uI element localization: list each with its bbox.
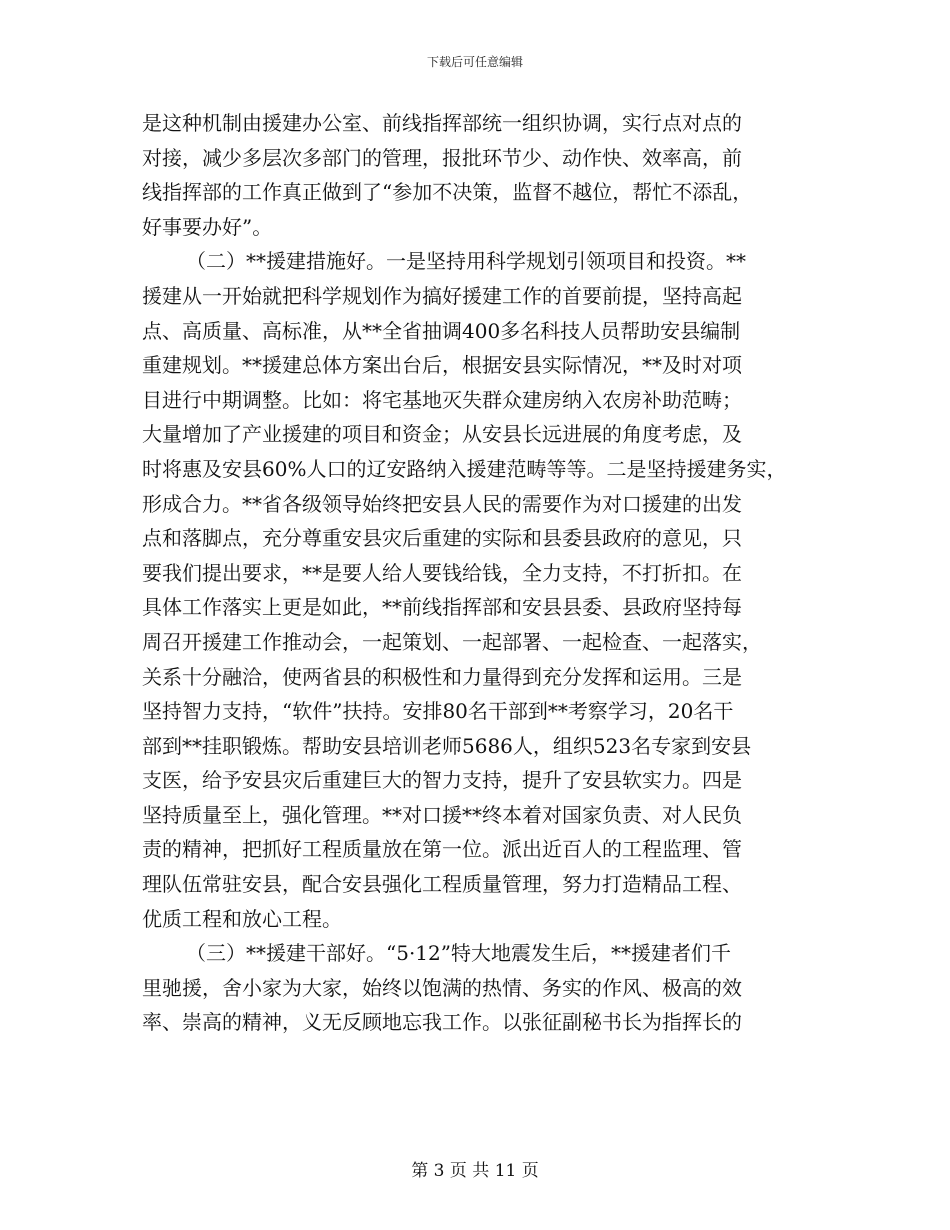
text-line: 要我们提出要求，**是要人给人要钱给钱，全力支持，不打折扣。在 [142, 560, 742, 585]
text-line: 是这种机制由援建办公室、前线指挥部统一组织协调，实行点对点的 [142, 111, 742, 135]
text-line: 部到**挂职锻炼。帮助安县培训老师5686人，组织523名专家到安县 [142, 733, 752, 758]
text-line: 优质工程和放心工程。 [142, 906, 342, 931]
text-line: 重建规划。**援建总体方案出台后，根据安县实际情况，**及时对项 [142, 353, 742, 378]
text-line: 对接，减少多层次多部门的管理，报批环节少、动作快、效率高，前 [142, 145, 742, 170]
text-line: 理队伍常驻安县，配合安县强化工程质量管理，努力打造精品工程、 [142, 872, 742, 897]
text-line: 周召开援建工作推动会，一起策划、一起部署、一起检查、一起落实， [142, 629, 762, 654]
text-line: （三）**援建干部好。“5·12”特大地震发生后，**援建者们千 [186, 941, 731, 966]
text-line: 坚持质量至上，强化管理。**对口援**终本着对国家负责、对人民负 [142, 802, 742, 827]
text-line: 点和落脚点，充分尊重安县灾后重建的实际和县委县政府的意见，只 [142, 526, 742, 551]
text-line: 坚持智力支持，“软件”扶持。安排80名干部到**考察学习，20名干 [142, 699, 734, 724]
document-body [142, 106, 822, 1040]
text-line: 形成合力。**省各级领导始终把安县人民的需要作为对口援建的出发 [142, 491, 742, 516]
page-number-footer: 第 3 页 共 11 页 [411, 1161, 539, 1181]
text-line: 里驰援，舍小家为大家，始终以饱满的热情、务实的作风、极高的效 [142, 975, 742, 1000]
page-header-note: 下载后可任意编辑 [426, 55, 523, 69]
text-line: 目进行中期调整。比如：将宅基地灭失群众建房纳入农房补助范畴； [142, 387, 742, 412]
text-line: （二）**援建措施好。一是坚持用科学规划引领项目和投资。** [186, 249, 746, 274]
text-line: 率、崇高的精神，义无反顾地忘我工作。以张征副秘书长为指挥长的 [142, 1010, 742, 1035]
text-line: 好事要办好”。 [142, 214, 273, 239]
text-line: 点、高质量、高标准，从**全省抽调400多名科技人员帮助安县编制 [142, 318, 741, 343]
text-line: 具体工作落实上更是如此，**前线指挥部和安县县委、县政府坚持每 [142, 595, 742, 620]
text-line: 线指挥部的工作真正做到了“参加不决策，监督不越位，帮忙不添乱， [142, 180, 753, 205]
text-line: 责的精神，把抓好工程质量放在第一位。派出近百人的工程监理、管 [142, 837, 742, 862]
text-line: 援建从一开始就把科学规划作为搞好援建工作的首要前提，坚持高起 [142, 283, 742, 308]
text-line: 支医，给予安县灾后重建巨大的智力支持，提升了安县软实力。四是 [142, 768, 742, 793]
text-line: 大量增加了产业援建的项目和资金；从安县长远进展的角度考虑，及 [142, 422, 742, 447]
text-line: 时将惠及安县60%人口的辽安路纳入援建范畴等等。二是坚持援建务实， [142, 456, 787, 481]
text-line: 关系十分融洽，使两省县的积极性和力量得到充分发挥和运用。三是 [142, 664, 742, 689]
